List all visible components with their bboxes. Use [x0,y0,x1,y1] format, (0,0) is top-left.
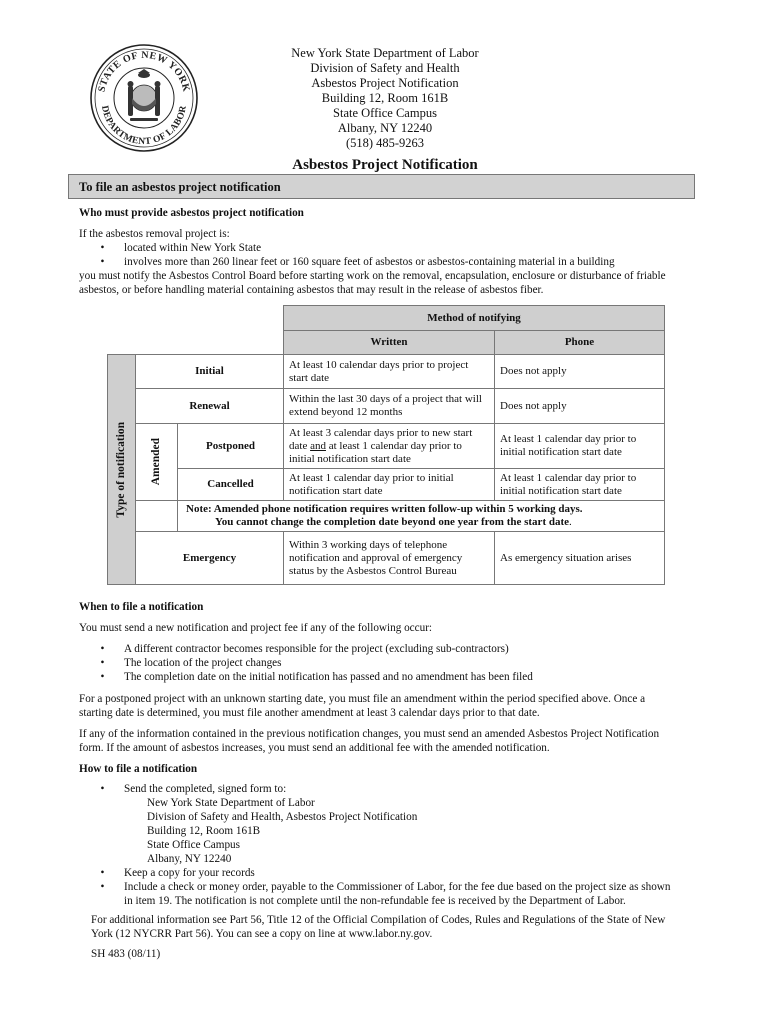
list-item: • located within New York State [100,242,262,254]
address-line: Albany, NY 12240 [147,853,232,865]
list-item: • Send the completed, signed form to: [100,783,287,795]
renewal-written: Within the last 30 days of a project that will extend beyond 12 months [283,388,495,424]
initial-phone: Does not apply [494,354,665,389]
row-label-postponed: Postponed [177,423,284,469]
when-paragraph-line: For a postponed project with an unknown starting date, you must file an amendment within the period specified above. Once a [79,693,646,705]
method-header: Method of notifying [283,305,665,331]
list-item: • The location of the project changes [100,657,282,669]
when-bullet-list [81,642,701,684]
agency-line: Albany, NY 12240 [337,121,433,135]
list-item: • Include a check or money order, payable to the Commissioner of Labor, for the fee due based on the project size as shown [100,881,671,893]
how-heading: How to file a notification [79,763,198,775]
address-line: New York State Department of Labor [147,797,315,809]
agency-line: New York State Department of Labor [291,46,479,60]
type-of-notification-label-cell [107,354,136,585]
agency-line: Asbestos Project Notification [311,76,459,90]
when-paragraph-line: If any of the information contained in the previous notification changes, you must send an amended Asbestos Project Notification [79,728,660,740]
when-paragraph-line: form. If the amount of asbestos increases, you must send an additional fee with the amended notification. [79,742,550,754]
amended-label: Amended [150,438,162,486]
who-heading: Who must provide asbestos project notification [79,207,304,219]
postponed-written: At least 3 calendar days prior to new start date and at least 1 calendar day prior to initial notification start date [283,423,495,469]
initial-written: At least 10 calendar days prior to project start date [283,354,495,389]
row-label-initial: Initial [135,354,284,389]
how-bullet-list [81,782,701,908]
agency-line: State Office Campus [333,106,437,120]
amended-note [177,500,665,532]
who-intro: If the asbestos removal project is: [79,228,230,240]
cancelled-written: At least 1 calendar day prior to initial notification start date [283,468,495,501]
amended-note-line: Note: Amended phone notification requires written follow-up within 5 working days. [186,503,583,515]
address-line: Building 12, Room 161B [147,825,261,837]
list-item: • The completion date on the initial notification has passed and no amendment has been filed [100,671,533,683]
list-item: • Keep a copy for your records [100,867,255,879]
emergency-phone: As emergency situation arises [494,531,665,585]
who-bullet-list [81,241,701,269]
address-line: State Office Campus [147,839,241,851]
seal-bottom-text: DEPARTMENT OF LABOR [99,104,189,148]
mailing-address [81,796,701,866]
address-line: Division of Safety and Health, Asbestos Project Notification [147,811,418,823]
additional-info-line: York (12 NYCRR Part 56). You can see a copy on line at www.labor.ny.gov. [91,928,433,940]
section-header-bar: To file an asbestos project notification [68,174,695,199]
agency-line: Division of Safety and Health [310,61,460,75]
seal-top-text: STATE OF NEW YORK [96,49,192,94]
phone-header: Phone [494,330,665,355]
nys-department-of-labor-seal [88,42,200,154]
agency-address-block [230,46,540,151]
amended-note-line: You cannot change the completion date beyond one year from the start date. [215,516,572,528]
when-paragraph-line: starting date is determined, you must file another amendment at least 3 calendar days prior to that date. [79,707,540,719]
when-heading: When to file a notification [79,601,204,613]
list-item-continuation: in item 19. The notification is not complete until the non-refundable fee is received by the Department of Labor. [124,895,626,907]
postponed-phone: At least 1 calendar day prior to initial notification start date [494,423,665,469]
agency-line: (518) 485-9263 [345,136,425,150]
row-label-renewal: Renewal [135,388,284,424]
list-item: • A different contractor becomes responsible for the project (excluding sub-contractors) [100,643,509,655]
cancelled-phone: At least 1 calendar day prior to initial notification start date [494,468,665,501]
amended-label-cell [135,423,178,501]
additional-info-line: For additional information see Part 56, Title 12 of the Official Compilation of Codes, Rules and Regulations of the State of New [91,914,666,926]
who-paragraph-line: you must notify the Asbestos Control Board before starting work on the removal, encapsulation, enclosure or disturbance of friable [79,270,666,282]
when-intro: You must send a new notification and project fee if any of the following occur: [79,622,433,634]
renewal-phone: Does not apply [494,388,665,424]
form-id: SH 483 (08/11) [91,948,161,960]
type-of-notification-label: Type of notification [115,421,127,518]
list-item: • involves more than 260 linear feet or 160 square feet of asbestos or asbestos-containing material in a building [100,256,615,268]
row-label-cancelled: Cancelled [177,468,284,501]
document-title: Asbestos Project Notification [292,157,478,173]
written-header: Written [283,330,495,355]
emergency-written: Within 3 working days of telephone notification and approval of emergency status by the Asbestos Control Bureau [283,531,495,585]
row-label-emergency: Emergency [135,531,284,585]
agency-line: Building 12, Room 161B [321,91,449,105]
who-paragraph-line: asbestos, or before handling material containing asbestos that may result in the release of asbestos fiber. [79,284,544,296]
